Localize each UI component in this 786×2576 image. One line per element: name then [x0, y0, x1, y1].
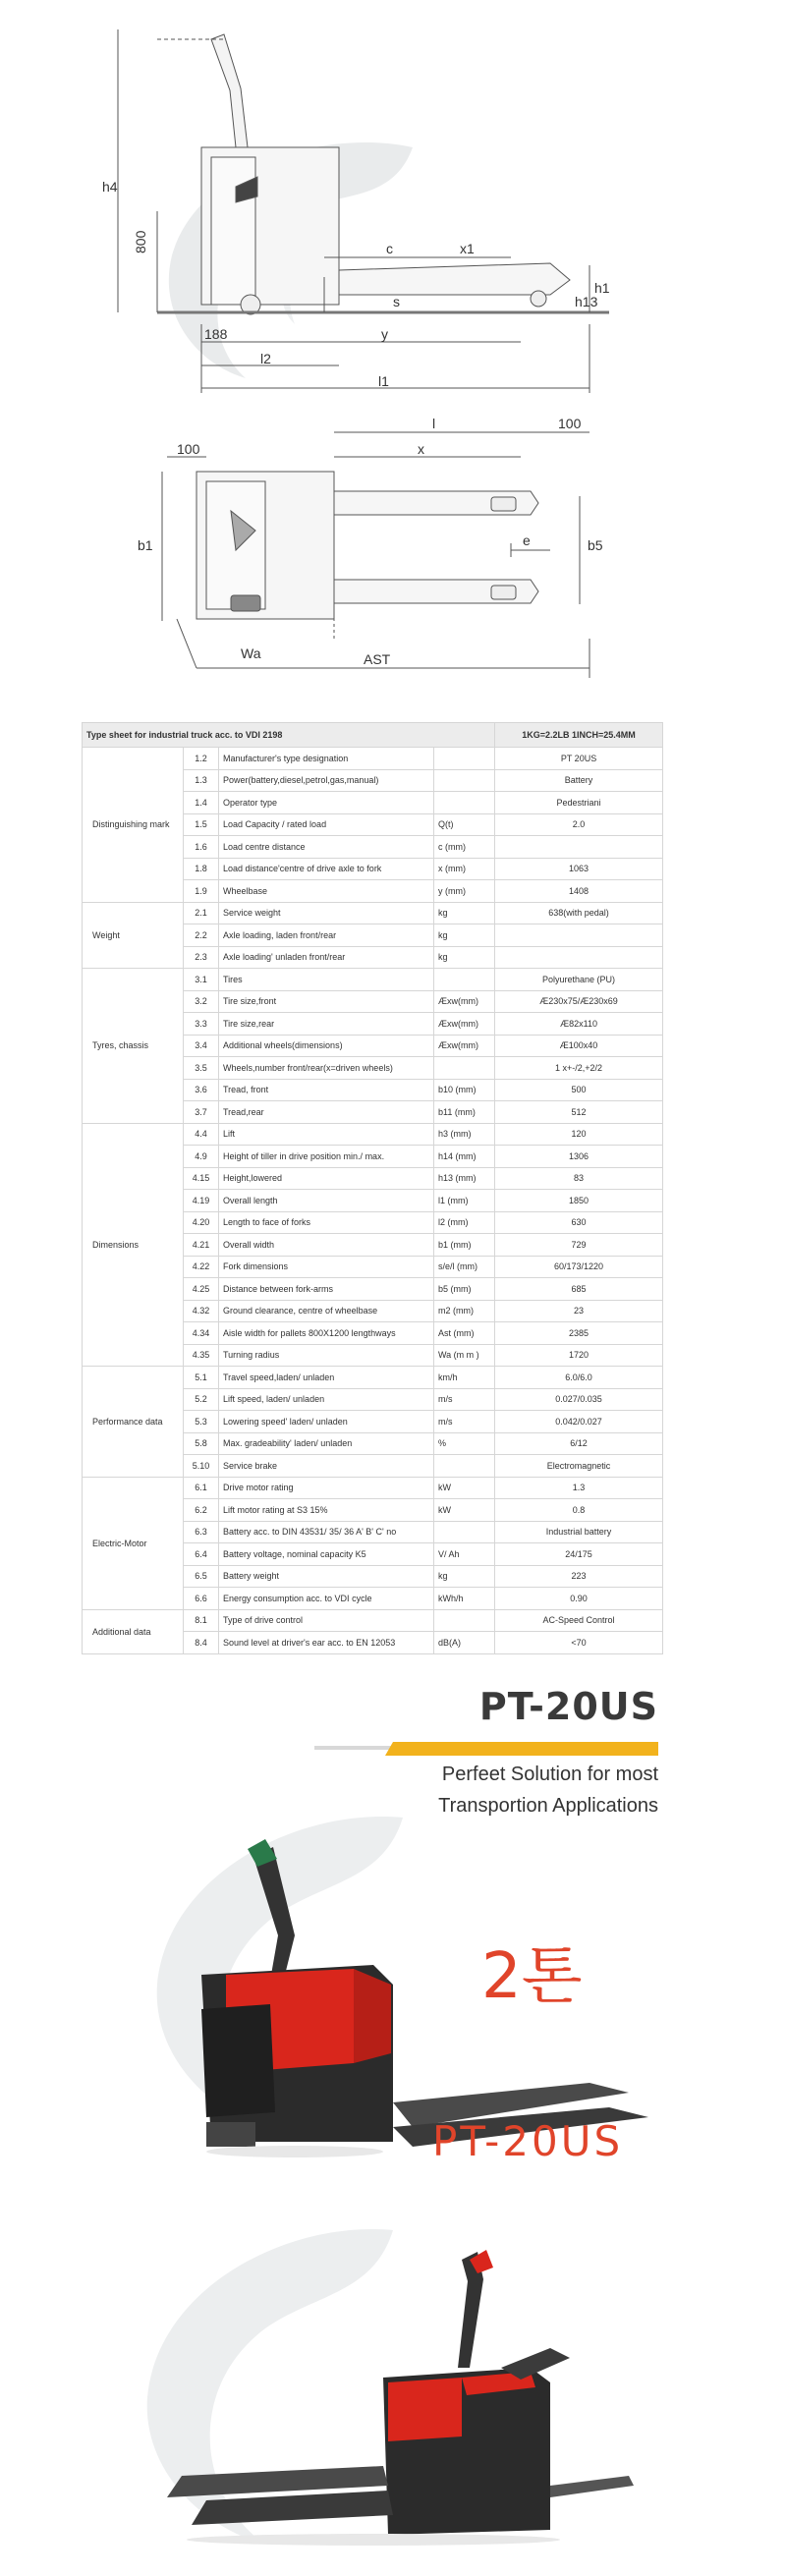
row-code: 5.3 — [184, 1411, 219, 1433]
dim-y: y — [381, 326, 388, 342]
row-value: Polyurethane (PU) — [495, 969, 663, 991]
row-value: 638(with pedal) — [495, 902, 663, 924]
dim-h13: h13 — [575, 294, 598, 309]
dim-h1: h1 — [594, 280, 610, 296]
row-label: Length to face of forks — [219, 1211, 434, 1234]
row-value: 0.027/0.035 — [495, 1388, 663, 1411]
row-code: 4.19 — [184, 1190, 219, 1212]
row-code: 6.5 — [184, 1565, 219, 1588]
row-label: Wheels,number front/rear(x=driven wheels) — [219, 1057, 434, 1080]
row-code: 4.35 — [184, 1344, 219, 1367]
dim-wa: Wa — [241, 645, 261, 661]
row-label: Type of drive control — [219, 1609, 434, 1632]
header-units: 1KG=2.2LB 1INCH=25.4MM — [495, 723, 663, 748]
row-value: 630 — [495, 1211, 663, 1234]
dim-b5: b5 — [588, 537, 603, 553]
row-label: Fork dimensions — [219, 1256, 434, 1278]
row-value: PT 20US — [495, 748, 663, 770]
row-code: 6.3 — [184, 1521, 219, 1543]
pallet-truck-illustration-2 — [0, 2191, 786, 2571]
row-value: 60/173/1220 — [495, 1256, 663, 1278]
row-value: Pedestriani — [495, 792, 663, 814]
row-value: 83 — [495, 1167, 663, 1190]
row-label: Height,lowered — [219, 1167, 434, 1190]
row-code: 3.2 — [184, 990, 219, 1013]
row-code: 4.25 — [184, 1278, 219, 1301]
row-unit: Q(t) — [434, 813, 495, 836]
row-unit: Wa (m m ) — [434, 1344, 495, 1367]
row-label: Energy consumption acc. to VDI cycle — [219, 1588, 434, 1610]
row-code: 1.6 — [184, 836, 219, 859]
row-unit: km/h — [434, 1367, 495, 1389]
group-name: Additional data — [83, 1609, 184, 1653]
row-label: Service brake — [219, 1455, 434, 1478]
row-label: Tire size,rear — [219, 1013, 434, 1036]
row-label: Power(battery,diesel,petrol,gas,manual) — [219, 769, 434, 792]
row-value: 2.0 — [495, 813, 663, 836]
row-unit: Ast (mm) — [434, 1322, 495, 1345]
tagline-line-2: Transportion Applications — [438, 1795, 658, 1817]
row-value — [495, 836, 663, 859]
row-label: Service weight — [219, 902, 434, 924]
row-unit — [434, 1521, 495, 1543]
row-unit: kg — [434, 902, 495, 924]
row-unit: V/ Ah — [434, 1543, 495, 1566]
spec-table — [82, 722, 663, 1654]
row-label: Axle loading, laden front/rear — [219, 924, 434, 947]
table-row — [83, 1609, 663, 1632]
row-label: Wheelbase — [219, 880, 434, 903]
row-value: 223 — [495, 1565, 663, 1588]
row-unit: b11 (mm) — [434, 1101, 495, 1124]
row-unit: kWh/h — [434, 1588, 495, 1610]
table-row — [83, 748, 663, 770]
row-label: Ground clearance, centre of wheelbase — [219, 1300, 434, 1322]
dim-800: 800 — [133, 230, 148, 253]
row-label: Lowering speed' laden/ unladen — [219, 1411, 434, 1433]
row-unit — [434, 1609, 495, 1632]
group-name: Performance data — [83, 1367, 184, 1478]
row-label: Height of tiller in drive position min./ max. — [219, 1146, 434, 1168]
row-unit — [434, 769, 495, 792]
row-value: 0.90 — [495, 1588, 663, 1610]
row-value — [495, 946, 663, 969]
row-code: 6.2 — [184, 1499, 219, 1522]
row-label: Travel speed,laden/ unladen — [219, 1367, 434, 1389]
row-unit: Æxw(mm) — [434, 1035, 495, 1057]
model-label-red: PT-20US — [432, 2117, 624, 2165]
row-value: 512 — [495, 1101, 663, 1124]
row-unit: % — [434, 1432, 495, 1455]
row-code: 5.8 — [184, 1432, 219, 1455]
row-value: Æ82x110 — [495, 1013, 663, 1036]
row-unit: kg — [434, 946, 495, 969]
tagline-line-1: Perfeet Solution for most — [441, 1764, 658, 1785]
row-label: Load distance'centre of drive axle to fork — [219, 858, 434, 880]
row-unit: Æxw(mm) — [434, 1013, 495, 1036]
row-code: 2.2 — [184, 924, 219, 947]
row-code: 2.3 — [184, 946, 219, 969]
row-code: 4.22 — [184, 1256, 219, 1278]
row-value: Industrial battery — [495, 1521, 663, 1543]
row-unit: l2 (mm) — [434, 1211, 495, 1234]
row-code: 4.20 — [184, 1211, 219, 1234]
row-value: 685 — [495, 1278, 663, 1301]
row-value: 6.0/6.0 — [495, 1367, 663, 1389]
row-value: Battery — [495, 769, 663, 792]
row-code: 4.32 — [184, 1300, 219, 1322]
row-code: 1.8 — [184, 858, 219, 880]
group-name: Distinguishing mark — [83, 748, 184, 903]
row-code: 1.5 — [184, 813, 219, 836]
row-value: AC-Speed Control — [495, 1609, 663, 1632]
row-label: Overall length — [219, 1190, 434, 1212]
dim-c: c — [386, 241, 393, 256]
row-unit: m/s — [434, 1388, 495, 1411]
row-unit: kg — [434, 924, 495, 947]
row-code: 5.10 — [184, 1455, 219, 1478]
row-value: 1.3 — [495, 1477, 663, 1499]
row-unit: h14 (mm) — [434, 1146, 495, 1168]
row-unit: kW — [434, 1477, 495, 1499]
row-label: Lift — [219, 1123, 434, 1146]
row-label: Battery voltage, nominal capacity K5 — [219, 1543, 434, 1566]
group-name: Electric-Motor — [83, 1477, 184, 1609]
dim-ast: AST — [364, 651, 391, 667]
row-code: 1.9 — [184, 880, 219, 903]
spec-table-container — [82, 722, 662, 1654]
row-code: 5.1 — [184, 1367, 219, 1389]
row-value: <70 — [495, 1632, 663, 1654]
row-code: 2.1 — [184, 902, 219, 924]
row-label: Sound level at driver's ear acc. to EN 12053 — [219, 1632, 434, 1654]
dim-b1: b1 — [138, 537, 153, 553]
row-code: 8.1 — [184, 1609, 219, 1632]
dim-188: 188 — [204, 326, 228, 342]
row-label: Tire size,front — [219, 990, 434, 1013]
model-title: PT-20US — [478, 1685, 658, 1728]
row-unit: m2 (mm) — [434, 1300, 495, 1322]
row-value: 120 — [495, 1123, 663, 1146]
row-code: 4.15 — [184, 1167, 219, 1190]
table-row — [83, 1477, 663, 1499]
row-value: 500 — [495, 1079, 663, 1101]
row-value: 1408 — [495, 880, 663, 903]
row-unit: h13 (mm) — [434, 1167, 495, 1190]
row-label: Lift motor rating at S3 15% — [219, 1499, 434, 1522]
row-value: 6/12 — [495, 1432, 663, 1455]
pallet-truck-illustration-1 — [0, 1788, 786, 2181]
group-name: Dimensions — [83, 1123, 184, 1367]
table-row — [83, 1123, 663, 1146]
row-code: 1.4 — [184, 792, 219, 814]
row-label: Tires — [219, 969, 434, 991]
dim-l2: l2 — [260, 351, 271, 366]
row-value: 1850 — [495, 1190, 663, 1212]
row-unit — [434, 792, 495, 814]
technical-drawing — [0, 0, 786, 707]
table-row — [83, 969, 663, 991]
row-code: 3.3 — [184, 1013, 219, 1036]
row-unit — [434, 748, 495, 770]
dim-100-right: 100 — [558, 416, 582, 431]
row-code: 3.5 — [184, 1057, 219, 1080]
table-row — [83, 1367, 663, 1389]
row-unit: l1 (mm) — [434, 1190, 495, 1212]
row-code: 6.1 — [184, 1477, 219, 1499]
dim-h4: h4 — [102, 179, 118, 195]
row-label: Tread,rear — [219, 1101, 434, 1124]
row-value: 0.8 — [495, 1499, 663, 1522]
row-code: 3.7 — [184, 1101, 219, 1124]
dim-s: s — [393, 294, 400, 309]
group-name: Weight — [83, 902, 184, 969]
spec-table-header — [83, 723, 663, 748]
row-label: Max. gradeability' laden/ unladen — [219, 1432, 434, 1455]
row-code: 4.34 — [184, 1322, 219, 1345]
row-value: Æ100x40 — [495, 1035, 663, 1057]
row-label: Turning radius — [219, 1344, 434, 1367]
row-code: 4.9 — [184, 1146, 219, 1168]
product-image-1 — [0, 1788, 786, 2181]
row-label: Additional wheels(dimensions) — [219, 1035, 434, 1057]
row-value: 1720 — [495, 1344, 663, 1367]
row-code: 4.4 — [184, 1123, 219, 1146]
dim-x1: x1 — [460, 241, 475, 256]
row-unit — [434, 1057, 495, 1080]
row-label: Distance between fork-arms — [219, 1278, 434, 1301]
product-image-2 — [0, 2191, 786, 2571]
row-unit: s/e/l (mm) — [434, 1256, 495, 1278]
row-value: 1 x+-/2,+2/2 — [495, 1057, 663, 1080]
row-unit: kW — [434, 1499, 495, 1522]
group-name: Tyres, chassis — [83, 969, 184, 1124]
row-value: 1306 — [495, 1146, 663, 1168]
row-unit: b5 (mm) — [434, 1278, 495, 1301]
row-label: Manufacturer's type designation — [219, 748, 434, 770]
row-value: 729 — [495, 1234, 663, 1257]
row-value: 24/175 — [495, 1543, 663, 1566]
row-code: 4.21 — [184, 1234, 219, 1257]
dim-l: l — [432, 416, 436, 431]
row-label: Lift speed, laden/ unladen — [219, 1388, 434, 1411]
dim-l1: l1 — [378, 373, 389, 389]
row-unit: dB(A) — [434, 1632, 495, 1654]
row-value: 1063 — [495, 858, 663, 880]
table-row — [83, 902, 663, 924]
row-unit: c (mm) — [434, 836, 495, 859]
row-label: Operator type — [219, 792, 434, 814]
row-code: 1.3 — [184, 769, 219, 792]
row-label: Tread, front — [219, 1079, 434, 1101]
row-label: Axle loading' unladen front/rear — [219, 946, 434, 969]
row-unit: x (mm) — [434, 858, 495, 880]
row-code: 3.4 — [184, 1035, 219, 1057]
dim-x: x — [418, 441, 424, 457]
row-code: 6.6 — [184, 1588, 219, 1610]
row-unit: y (mm) — [434, 880, 495, 903]
row-label: Drive motor rating — [219, 1477, 434, 1499]
row-label: Load Capacity / rated load — [219, 813, 434, 836]
row-label: Aisle width for pallets 800X1200 lengthways — [219, 1322, 434, 1345]
row-unit: m/s — [434, 1411, 495, 1433]
row-value — [495, 924, 663, 947]
row-value: 2385 — [495, 1322, 663, 1345]
row-label: Load centre distance — [219, 836, 434, 859]
row-code: 1.2 — [184, 748, 219, 770]
row-unit: Æxw(mm) — [434, 990, 495, 1013]
row-unit: b1 (mm) — [434, 1234, 495, 1257]
row-code: 3.1 — [184, 969, 219, 991]
row-code: 3.6 — [184, 1079, 219, 1101]
row-unit: h3 (mm) — [434, 1123, 495, 1146]
dim-e: e — [523, 532, 531, 548]
row-code: 5.2 — [184, 1388, 219, 1411]
header-title: Type sheet for industrial truck acc. to VDI 2198 — [83, 723, 495, 748]
row-label: Battery weight — [219, 1565, 434, 1588]
row-label: Overall width — [219, 1234, 434, 1257]
row-value: 23 — [495, 1300, 663, 1322]
row-unit: kg — [434, 1565, 495, 1588]
row-code: 8.4 — [184, 1632, 219, 1654]
row-unit — [434, 969, 495, 991]
row-code: 6.4 — [184, 1543, 219, 1566]
row-value: 0.042/0.027 — [495, 1411, 663, 1433]
row-label: Battery acc. to DIN 43531/ 35/ 36 A' B' C' no — [219, 1521, 434, 1543]
capacity-label: 2톤 — [481, 1940, 583, 2013]
row-unit — [434, 1455, 495, 1478]
dim-100-left: 100 — [177, 441, 200, 457]
row-value: Electromagnetic — [495, 1455, 663, 1478]
row-value: Æ230x75/Æ230x69 — [495, 990, 663, 1013]
row-unit: b10 (mm) — [434, 1079, 495, 1101]
dimension-drawing-svg — [0, 0, 786, 707]
title-underline-bar — [314, 1742, 658, 1756]
